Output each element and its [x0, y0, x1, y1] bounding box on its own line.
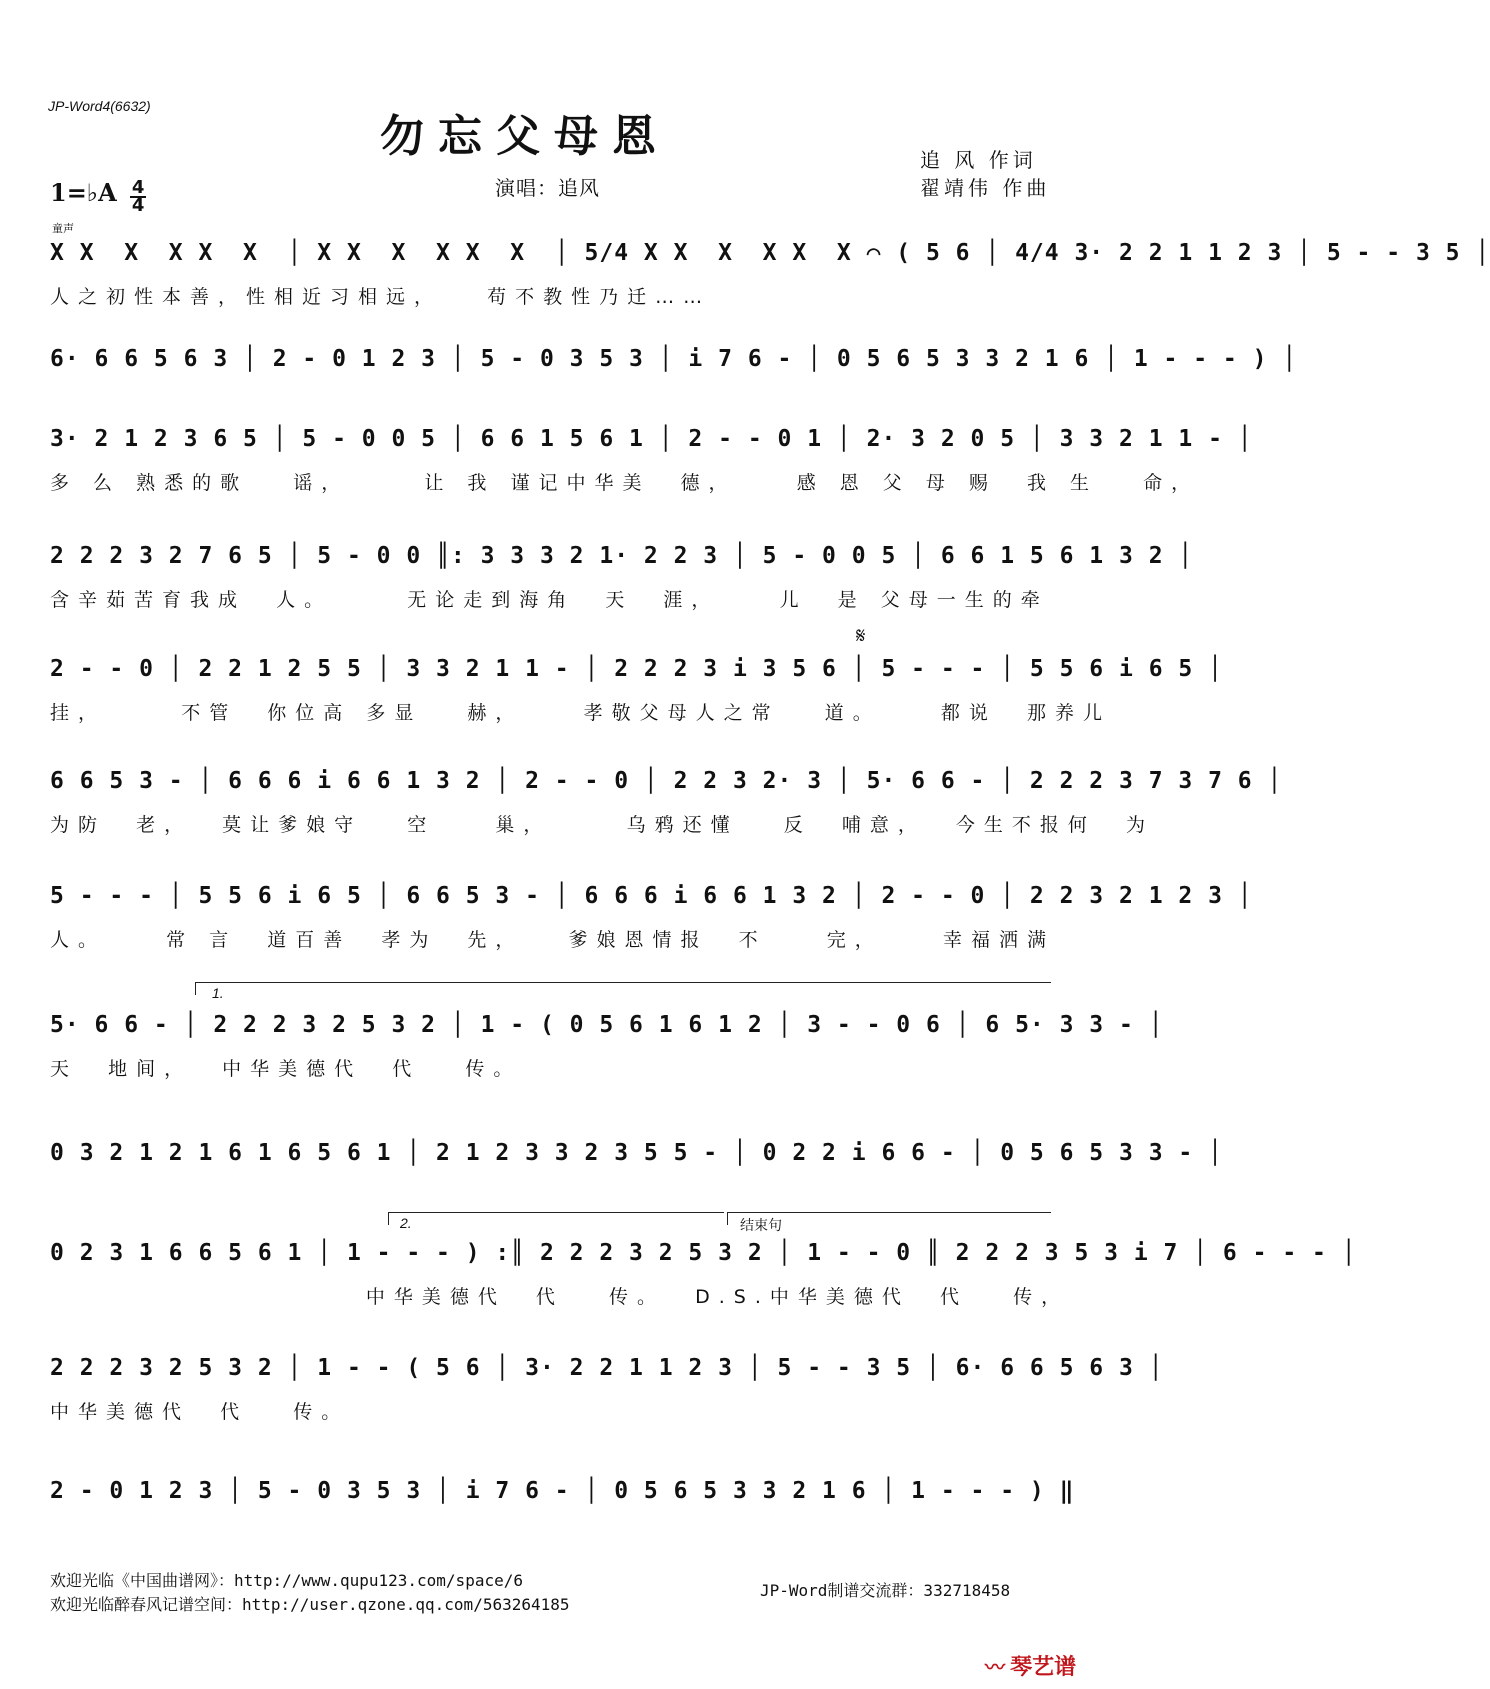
lyricist-credit: 追 风 作词 [920, 148, 1037, 172]
system-3-notes: 3· 2 1 2 3 6 5 │ 5 - 0 0 5 │ 6 6 1 5 6 1 │ 2 - - 0 1 │ 2· 3 2 0 5 │ 3 3 2 1 1 - │ [50, 426, 1253, 452]
system-9-notes: 0 3 2 1 2 1 6 1 6 5 6 1 │ 2 1 2 3 3 2 3 5 5 - │ 0 2 2 i 6 6 - │ 0 5 6 5 3 3 - │ [50, 1140, 1223, 1166]
time-signature [130, 176, 147, 216]
system-10-notes: 0 2 3 1 6 6 5 6 1 │ 1 - - - ) :║ 2 2 2 3 2 5 3 2 │ 1 - - 0 ║ 2 2 2 3 5 3 i 7 │ 6 - - - │ [50, 1240, 1357, 1266]
system-1-lyrics: 人之初性本善，性相近习相远， 苟不教性乃迁…… [50, 286, 712, 308]
footer-group: JP-Word制谱交流群：332718458 [760, 1581, 1011, 1600]
key-signature [50, 178, 146, 214]
composer-credit: 翟靖伟 作曲 [920, 176, 1051, 200]
volta-first-bracket [195, 982, 1051, 995]
system-6-lyrics: 为防 老， 莫让爹娘守 空 巢， 乌鸦还懂 反 哺意， 今生不报何 为 [50, 814, 1154, 836]
system-6-notes: 6 6 5 3 - │ 6 6 6 i 6 6 1 3 2 │ 2 - - 0 │ 2 2 3 2· 3 │ 5· 6 6 - │ 2 2 2 3 7 3 7 6 │ [50, 768, 1283, 794]
song-title: 勿忘父母恩 [380, 111, 670, 162]
segno-icon: 𝄋 [856, 624, 866, 649]
system-10-lyrics: 中华美德代 代 传。 D.S.中华美德代 代 传， [50, 1286, 1070, 1308]
volta-second-bracket [388, 1212, 724, 1225]
system-1-notes: X X X X X X │ X X X X X X │ 5/4 X X X X X X ⌒ ( 5 6 │ 4/4 3· 2 2 1 1 2 3 │ 5 - - 3 5 │ [50, 240, 1490, 266]
system-11-notes: 2 2 2 3 2 5 3 2 │ 1 - - ( 5 6 │ 3· 2 2 1 1 2 3 │ 5 - - 3 5 │ 6· 6 6 5 6 3 │ [50, 1355, 1164, 1381]
system-8-lyrics: 天 地间， 中华美德代 代 传。 [50, 1058, 522, 1080]
time-sig-bottom: 4 [131, 194, 145, 216]
watermark-text: 琴艺谱 [1010, 1655, 1077, 1680]
system-3-lyrics: 多 么 熟悉的歌 谣， 让 我 谨记中华美 德， 感 恩 父 母 赐 我 生 命， [50, 472, 1200, 494]
system-5-notes: 2 - - 0 │ 2 2 1 2 5 5 │ 3 3 2 1 1 - │ 2 2 2 3 i 3 5 6 │ 5 - - - │ 5 5 6 i 6 5 │ [50, 656, 1223, 682]
watermark [985, 1650, 1076, 1681]
singer-credit: 演唱：追风 [495, 176, 600, 200]
system-4-notes: 2 2 2 3 2 7 6 5 │ 5 - 0 0 ║: 3 3 3 2 1· 2 2 3 │ 5 - 0 0 5 │ 6 6 1 5 6 1 3 2 │ [50, 543, 1194, 569]
system-8-notes: 5· 6 6 - │ 2 2 2 3 2 5 3 2 │ 1 - ( 0 5 6 1 6 1 2 │ 3 - - 0 6 │ 6 5· 3 3 - │ [50, 1012, 1164, 1038]
watermark-logo-icon: 〰 [985, 1655, 1005, 1679]
footer-line-2: 欢迎光临醉春风记谱空间：http://user.qzone.qq.com/563264185 [50, 1595, 570, 1614]
system-5-lyrics: 挂， 不管 你位高 多显 赫， 孝敬父母人之常 道。 都说 那养儿 [50, 702, 1111, 724]
key-label: 1=♭A [50, 178, 117, 207]
system-12-notes: 2 - 0 1 2 3 │ 5 - 0 3 5 3 │ i 7 6 - │ 0 5 6 5 3 3 2 1 6 │ 1 - - - ) ‖ [50, 1478, 1075, 1504]
software-tag: JP-Word4(6632) [48, 98, 151, 114]
volta-second-label: 2. [400, 1215, 412, 1231]
ending-label: 结束句 [740, 1218, 782, 1234]
time-sig-top: 4 [131, 176, 145, 198]
system-11-lyrics: 中华美德代 代 传。 [50, 1401, 350, 1423]
footer-line-1: 欢迎光临《中国曲谱网》：http://www.qupu123.com/space/6 [50, 1571, 523, 1590]
system-4-lyrics: 含辛茹苦育我成 人。 无论走到海角 天 涯， 儿 是 父母一生的牵 [50, 589, 1049, 611]
system-2-notes: 6· 6 6 5 6 3 │ 2 - 0 1 2 3 │ 5 - 0 3 5 3 │ i 7 6 - │ 0 5 6 5 3 3 2 1 6 │ 1 - - - ) │ [50, 346, 1298, 372]
system-7-notes: 5 - - - │ 5 5 6 i 6 5 │ 6 6 5 3 - │ 6 6 6 i 6 6 1 3 2 │ 2 - - 0 │ 2 2 3 2 1 2 3 │ [50, 883, 1253, 909]
volta-first-label: 1. [212, 985, 224, 1001]
voice-label: 童声 [52, 222, 74, 235]
system-7-lyrics: 人。 常 言 道百善 孝为 先， 爹娘恩情报 不 完， 幸福洒满 [50, 929, 1055, 951]
